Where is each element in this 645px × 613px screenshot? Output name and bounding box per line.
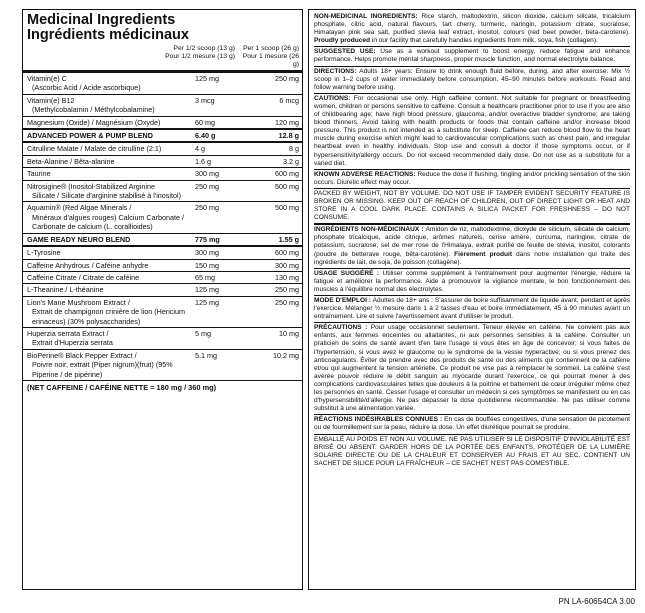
amount-half-scoop: 6.40 g: [195, 131, 216, 141]
amount-half-scoop: 250 mg: [195, 203, 219, 213]
ingredient-name: [27, 96, 189, 115]
amount-full-scoop: 300 mg: [275, 260, 299, 270]
ingredient-name-line: ADVANCED POWER & PUMP BLEND: [27, 131, 153, 141]
ingredient-name: [27, 273, 189, 282]
ingredient-row: [23, 297, 302, 328]
ingredient-name: [27, 298, 189, 326]
amount-full-scoop: 500 mg: [275, 181, 299, 191]
ingredient-table: [23, 73, 302, 381]
serving-col-half: [149, 45, 235, 69]
amount-half-scoop: 775 mg: [195, 234, 220, 244]
ingredient-name: [27, 169, 189, 178]
ingredient-name: [27, 248, 189, 257]
ingredient-name: [27, 261, 189, 270]
ingredient-row: [23, 181, 302, 203]
fr-nonmed-text: Amidon de riz, maltodextrine, dioxyde de silicium, silicate de calcium, phosphate tricalcique, acide citrique, arômes naturels, cerise amère, curcuma, naringine, citrate de potassium, sucralose, sel de mer rose de l'Himalaya, extrait purifié de feuille de stévia, inositol, colorants (poudre de betterave rouge, bêta-carotène).: [314, 226, 630, 258]
serving-half-en: Per 1/2 scoop (13 g): [173, 45, 235, 52]
amount-half-scoop: 250 mg: [195, 181, 219, 191]
ingredient-name-line: GAME READY NEURO BLEND: [27, 234, 131, 244]
use-label: SUGGESTED USE:: [314, 48, 376, 56]
amount-half-scoop: 5 mg: [195, 328, 211, 338]
cautions-text: For occasional use only. High caffeine content. Not suitable for pregnant or breastfeeding women, children or persons sensitive to caffeine. Consult a healthcare practitioner prior to use if you are also of childbearing age; have high blood pressure, glaucoma, and/or overactive bladder syndrome; are taking blood thinners. Avoid taking with health products or foods that contain caffeine and/or increase blood pressure. This product is not intended as a substitute for sleep. Caffeine can reduce blood flow to the heart muscle during exercise which might lead to cardiovascular complications such as chest pain, and irregular heartbeat even in healthy individuals. Stop use and consult a doctor if those symptoms occur, or if hypersensitivity/allergy occurs. Do not exceed recommended daily dose. Do not use as a substitute for a varied diet.: [314, 94, 630, 167]
amount-full-scoop: 250 mg: [275, 297, 299, 307]
ingredient-name: [27, 144, 189, 153]
ingredient-row: [23, 130, 302, 143]
ingredient-row: [23, 143, 302, 155]
amount-full-scoop: 120 mg: [275, 117, 299, 127]
amount-full-scoop: 10 mg: [279, 328, 299, 338]
packed-text: PACKED BY WEIGHT, NOT BY VOLUME. DO NOT USE IF TAMPER EVIDENT SECURITY FEATURE IS BROKEN OR MISSING. KEEP OUT OF REACH OF CHILDREN, OUT OF DIRECT LIGHT OR HEAT AND STORE IN A COOL DARK PLACE. CONTAINS A SILICA PACKET FOR FRESHNESS – DO NOT CONSUME.: [314, 190, 630, 225]
amount-half-scoop: 1.6 g: [195, 156, 211, 166]
ingredient-name-line: BioPerine® Black Pepper Extract /: [27, 350, 137, 360]
ingredient-row: [23, 168, 302, 180]
net-caffeine-total: (NET CAFFEINE / CAFÉINE NETTE = 180 mg / 360 mg): [27, 382, 217, 392]
ingredient-name-line: Nitrosigine® (Inositol-Stabilized Arginine: [27, 181, 155, 191]
amount-full-scoop: 130 mg: [275, 272, 299, 282]
ingredient-subname: Extrait de champignon crinière de lion (Hericium erinaceus) (30% polysaccharides): [32, 307, 186, 326]
ingredient-name-line: L-Tyrosine: [27, 248, 61, 258]
amount-full-scoop: 3.2 g: [283, 156, 299, 166]
ingredient-row: [23, 117, 302, 130]
title-en: Medicinal Ingredients: [27, 12, 176, 28]
fr-prec-label: PRÉCAUTIONS :: [314, 324, 368, 332]
ingredient-row: [23, 95, 302, 117]
ingredient-name: [27, 235, 189, 244]
amount-half-scoop: 300 mg: [195, 169, 219, 179]
ingredient-name-line: Huperzia serrata Extract /: [27, 328, 109, 338]
fr-rea-text: En cas de bouffées congestives, d'une sensation de picotement ou de fourmillement sur la peau, réduire la dose. Un effet diurétique pourrait se produire.: [314, 416, 630, 432]
serving-half-fr: Pour 1/2 mesure (13 g): [165, 53, 235, 60]
amount-full-scoop: 500 mg: [275, 203, 299, 213]
fr-use-label: USAGE SUGGÉRÉ :: [314, 269, 380, 277]
amount-half-scoop: 60 mg: [195, 117, 215, 127]
ingredient-name-line: Caffeine Anhydrous / Caféine anhydre: [27, 260, 149, 270]
amount-full-scoop: 12.8 g: [278, 131, 299, 141]
ingredient-name-line: Caffeine Citrate / Citrate de caféine: [27, 272, 140, 282]
serving-full-fr: Pour 1 mesure (26 g): [242, 53, 299, 68]
ingredient-name-line: Citrulline Malate / Malate de citrulline (2:1): [27, 144, 162, 154]
amount-half-scoop: 3 mcg: [195, 95, 215, 105]
ingredient-name: [27, 351, 189, 379]
ingredient-name-line: Taurine: [27, 169, 51, 179]
fr-nonmed-label: INGRÉDIENTS NON-MÉDICINAUX :: [314, 226, 424, 234]
serving-header: [23, 43, 302, 73]
ingredient-row: [23, 284, 302, 296]
amount-full-scoop: 250 mg: [275, 285, 299, 295]
ingredient-row: [23, 350, 302, 381]
ingredient-name-line: Aquamin® (Red Algae Minerals /: [27, 203, 132, 213]
panel-title: [23, 10, 302, 43]
amount-full-scoop: 1.55 g: [278, 234, 299, 244]
amount-half-scoop: 125 mg: [195, 74, 219, 83]
amount-full-scoop: 600 mg: [275, 169, 299, 179]
ingredient-name: [27, 329, 189, 348]
ingredient-subname: Poivre noir, extrait (Piper nigrum)(fruit) (95% Piperine / de pipérine): [32, 360, 173, 379]
ingredient-name: [27, 157, 189, 166]
amount-half-scoop: 300 mg: [195, 248, 219, 258]
nonmed-tail: in our facility that carefully handles ingredients from milk, soya, fish (collagen).: [371, 37, 598, 45]
ingredient-name-line: Vitamin(e) B12: [27, 95, 75, 105]
amount-half-scoop: 5.1 mg: [195, 350, 217, 360]
ingredient-subname: Minéraux d'algues rouges) Calcium Carbonate / Carbonate de calcium (L. corallioides): [32, 212, 184, 232]
ingredient-name: [27, 203, 189, 231]
fr-mode-text: Adultes de 18+ ans : S'assurer de boire suffisamment de liquide avant, pendant et après l'exercice. Mélanger ½ mesure dans 1 à 2 tasses d'eau et boire immédiatement, 45 à 90 minutes avant un entraînement. Lire et suivre l'avertissement avant d'utiliser le produit.: [314, 297, 630, 321]
fr-nonmed-bold: Fièrement produit: [454, 250, 513, 258]
ingredient-row: [23, 328, 302, 350]
amount-full-scoop: 8 g: [289, 144, 299, 154]
ingredient-subname: (Ascorbic Acid / Acide ascorbique): [32, 83, 141, 93]
ingredient-name-line: Magnesium (Oxide) / Magnésium (Oxyde): [27, 117, 161, 127]
amount-half-scoop: 125 mg: [195, 297, 219, 307]
amount-full-scoop: 250 mg: [275, 74, 299, 83]
nonmed-bold: Proudly produced: [314, 37, 371, 45]
ingredient-row: [23, 260, 302, 272]
title-fr: Ingrédients médicinaux: [27, 27, 189, 43]
amount-full-scoop: 600 mg: [275, 248, 299, 258]
ingredient-name: [27, 285, 189, 294]
amount-half-scoop: 125 mg: [195, 285, 219, 295]
amount-full-scoop: 10.2 mg: [273, 350, 299, 360]
use-text: Use as a workout supplement to boost energy, reduce fatigue and enhance performance. Helps promote mental sharpness, proper muscle function, and normal electrolyte balance.: [314, 48, 630, 64]
fr-mode-label: MODE D'EMPLOI :: [314, 297, 372, 304]
fr-packed-text: EMBALLÉ AU POIDS ET NON AU VOLUME. NE PAS UTILISER SI LE DISPOSITIF D'INVIOLABILITÉ EST BRISÉ OU ABSENT. GARDER HORS DE LA PORTÉE DES ENFANTS, PROTÉGER DE LA LUMIÈRE SOLAIRE DIRECTE OU DE LA CHALEUR ET CONSERVER AU FRAIS ET AU SEC. CONTIENT UN SACHET DE SILICE POUR LA FRAÎCHEUR – CE SACHET N'EST PAS COMESTIBLE.: [314, 435, 630, 467]
directions-label: DIRECTIONS:: [314, 67, 357, 75]
ingredient-name: [27, 182, 189, 201]
fr-rea-label: RÉACTIONS INDÉSIRABLES CONNUES :: [314, 416, 443, 424]
serving-full-en: Per 1 scoop (26 g): [243, 45, 299, 52]
ingredient-row: [23, 247, 302, 259]
directions-text: Adults 18+ years: Ensure to drink enough fluid before, during, and after exercise. Mix ½ scoop in 1–2 cups of water immediately before consumption, 45–90 minutes before workouts. Read and follow warning before using.: [314, 67, 630, 91]
ingredient-name-line: Beta-Alanine / Bêta-alanine: [27, 156, 115, 166]
amount-full-scoop: 6 mcg: [279, 95, 299, 105]
ingredient-subname: Extrait d'Huperzia serrata: [32, 338, 113, 348]
kar-text: Reduce the dose if flushing, tingling and/or prickling sensation of the skin occurs. Diuretic effect may occur.: [314, 170, 630, 186]
ingredient-name: [27, 74, 189, 93]
ingredient-name-line: Vitamin(e) C: [27, 74, 67, 83]
amount-half-scoop: 150 mg: [195, 260, 219, 270]
kar-label: KNOWN ADVERSE REACTIONS:: [314, 170, 416, 178]
ingredient-name-line: Lion's Mane Mushroom Extract /: [27, 297, 130, 307]
ingredient-row: [23, 272, 302, 284]
fr-prec-text: Pour usage occasionnel seulement. Teneur élevée en caféine. Ne convient pas aux enfants, aux femmes enceintes ou allaitantes, ni aux personnes sensibles à la caféine. Consulter un praticien de soins de santé avant d'en faire l'usage si vous êtes en âge de concevoir; si vous faites de l'hypertension, si vous avez le glaucome ou le syndrome de la vessie hyperactive; ou si vous prenez des anticoagulants. Éviter de prendre avec des produits de santé ou des aliments qui contiennent de la caféine et/ou qui augmentent la tension artérielle. Ce produit ne vise pas à remplacer le sommeil. La caféine s'est avérée pouvoir réduire le débit sanguin au myocarde durant l'exercice, ce qui pourrait mener à des complications cardiovasculaires telles que douleurs à la poitrine et battement de cœur irrégulier même chez les personnes en santé. Cesser l'usage et consulter un médecin si ces symptômes se manifestent ou en cas d'hypersensibilité/d'allergie. Ne pas dépasser la dose quotidienne recommandée. Ne pas utiliser comme substitut à une alimentation variée.: [314, 324, 630, 413]
fr-use-text: Utiliser comme supplément à l'entraînement pour augmenter l'énergie, réduire la fatigue et améliorer la performance. Aide à promouvoir la vigilance mentale, le bon fonctionnement des muscles à l'équilibre normal des électrolytes.: [314, 269, 630, 293]
fr-nonmed-tail: dans notre installation qui traite des ingrédients de lait, de soja, de poisson (collagène).: [314, 250, 630, 266]
ingredient-name-line: L-Theanine / L-théanine: [27, 285, 104, 295]
nonmed-text: Rice starch, maltodextrin, silicon dioxide, calcium silicate, tricalcium phosphate, citric acid, natural flavours, tart cherry, turmeric, naringin, potassium citrate, sucralose, Himalayan pink sea salt, purified stevia leaf extract, inositol, colours (red beet powder, beta-carotene).: [314, 13, 630, 37]
ingredient-subname: Silicate / Silicate d'arginine stabilisé à l'inositol): [32, 191, 181, 201]
ingredient-row: [23, 234, 302, 247]
ingredient-name: [27, 131, 189, 140]
cautions-label: CAUTIONS:: [314, 94, 351, 102]
ingredient-row: [23, 156, 302, 168]
ingredient-row: [23, 202, 302, 233]
nonmed-label: NON-MEDICINAL INGREDIENTS:: [314, 13, 418, 20]
ingredient-name: [27, 118, 189, 127]
ingredient-row: [23, 73, 302, 95]
serving-col-full: [235, 45, 299, 69]
amount-half-scoop: 65 mg: [195, 272, 215, 282]
warnings-panel: [308, 9, 636, 590]
medicinal-ingredients-panel: [22, 9, 303, 590]
part-number: PN LA-60654CA 3.00: [558, 597, 635, 606]
amount-half-scoop: 4 g: [195, 144, 205, 154]
ingredient-subname: (Methylcobalamin / Méthylcobalamine): [32, 105, 155, 115]
